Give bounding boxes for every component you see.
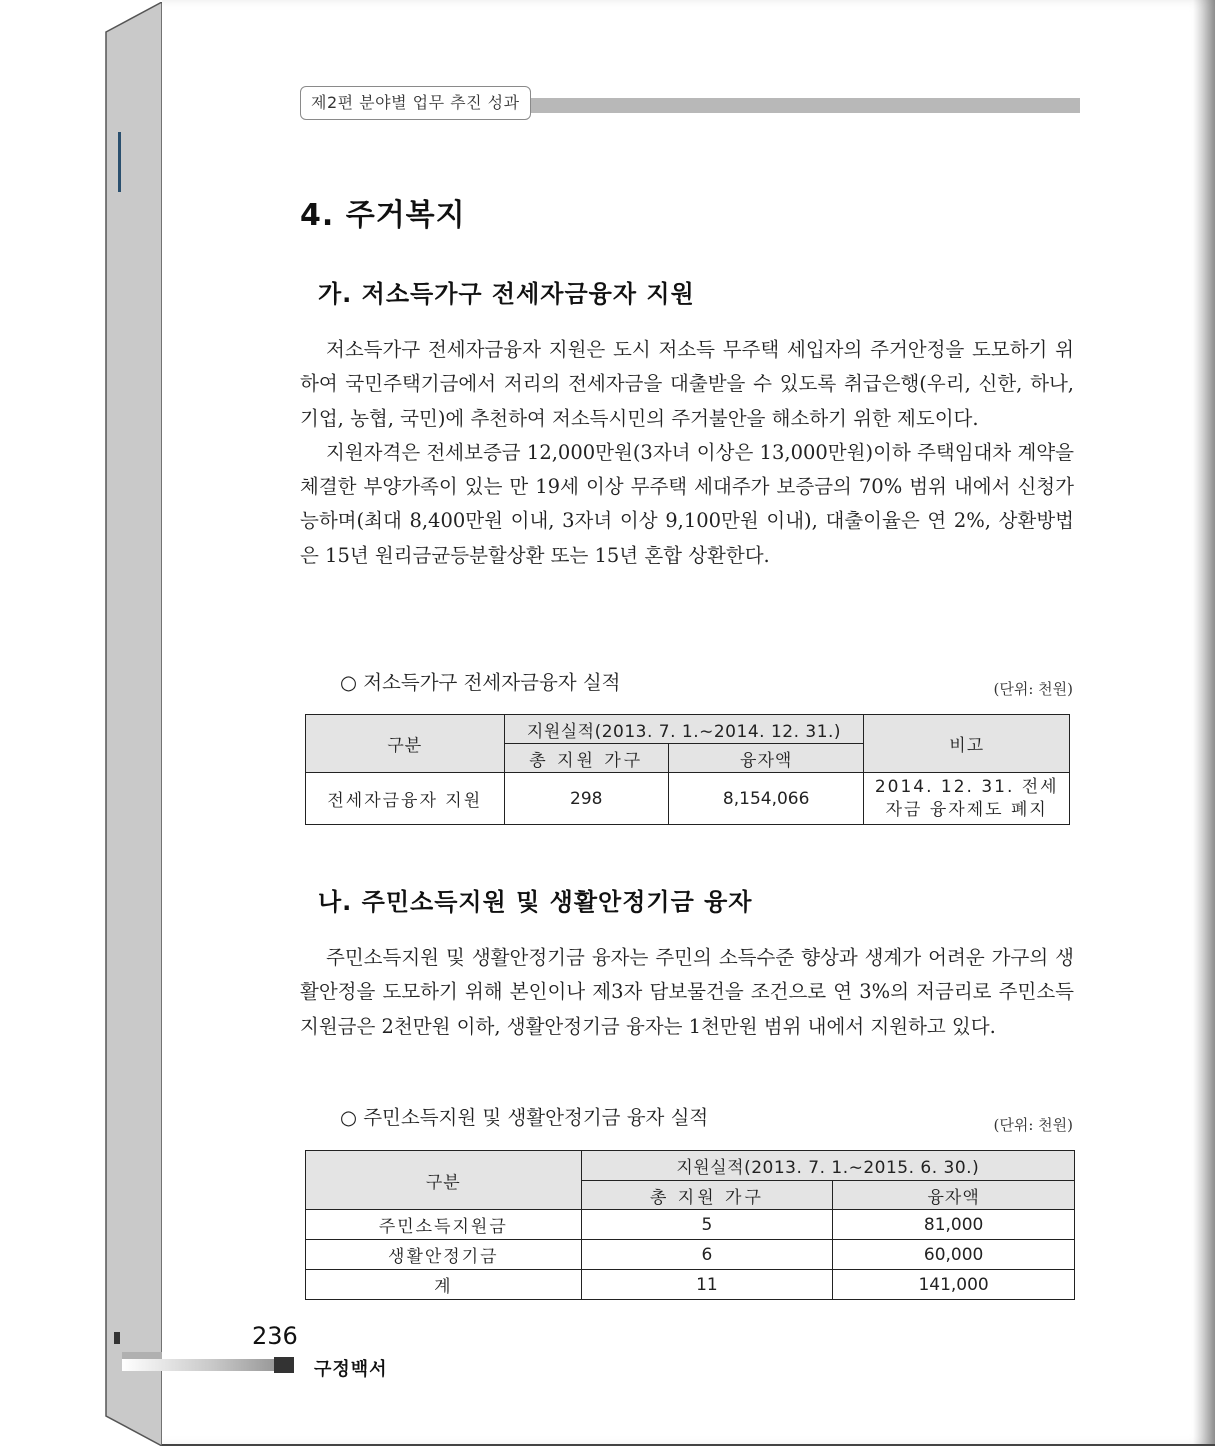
cell-category: 전세자금융자 지원 bbox=[306, 773, 505, 825]
loan-results-table-b bbox=[305, 1150, 1075, 1300]
table-a-caption: ○ 저소득가구 전세자금융자 실적 bbox=[340, 671, 621, 694]
book-title: 구정백서 bbox=[314, 1359, 388, 1380]
cell-category: 계 bbox=[306, 1270, 582, 1300]
table-row bbox=[306, 1210, 1075, 1240]
paragraph: 저소득가구 전세자금융자 지원은 도시 저소득 무주택 세입자의 주거안정을 도모하기 위하여 국민주택기금에서 저리의 전세자금을 대출받을 수 있도록 취급은행(우리, 신한, 하나, 기업, 농협, 국민)에 추천하여 저소득시민의 주거불안을 해소하기 위한 제도이다. bbox=[300, 338, 1074, 430]
table-row bbox=[306, 773, 1070, 825]
header-households: 총 지원 가구 bbox=[581, 1181, 833, 1210]
table-b-unit: (단위: 천원) bbox=[993, 1116, 1073, 1134]
page-edge-shadow bbox=[1193, 0, 1215, 1446]
header-group: 지원실적(2013. 7. 1.∼2014. 12. 31.) bbox=[504, 715, 864, 744]
page-number: 236 bbox=[252, 1322, 298, 1350]
loan-results-table-a bbox=[305, 714, 1070, 825]
running-header bbox=[300, 86, 1080, 126]
header-amount: 융자액 bbox=[833, 1181, 1075, 1210]
cell-amount: 8,154,066 bbox=[668, 773, 864, 825]
cell-households: 298 bbox=[504, 773, 668, 825]
cell-amount: 60,000 bbox=[833, 1240, 1075, 1270]
section-tab: 제2편 분야별 업무 추진 성과 bbox=[300, 86, 531, 120]
table-row bbox=[306, 1270, 1075, 1300]
header-remark: 비고 bbox=[864, 715, 1070, 773]
header-category: 구분 bbox=[306, 715, 505, 773]
paragraph: 주민소득지원 및 생활안정기금 융자는 주민의 소득수준 향상과 생계가 어려운 가구의 생활안정을 도모하기 위해 본인이나 제3자 담보물건을 조건으로 연 3%의 저금리로 주민소득지원금은 2천만원 이하, 생활안정기금 융자는 1천만원 범위 내에서 지원하고 있다. bbox=[300, 946, 1074, 1038]
section-b-body bbox=[300, 941, 1074, 1044]
table-a-unit: (단위: 천원) bbox=[993, 680, 1073, 698]
cell-category: 주민소득지원금 bbox=[306, 1210, 582, 1240]
cell-amount: 81,000 bbox=[833, 1210, 1075, 1240]
cell-amount: 141,000 bbox=[833, 1270, 1075, 1300]
footer-bar bbox=[122, 1357, 294, 1373]
header-group: 지원실적(2013. 7. 1.∼2015. 6. 30.) bbox=[581, 1151, 1074, 1181]
footer-block bbox=[274, 1357, 294, 1373]
cell-category: 생활안정기금 bbox=[306, 1240, 582, 1270]
cell-remark: 2014. 12. 31. 전세자금 융자제도 폐지 bbox=[864, 773, 1070, 825]
header-households: 총 지원 가구 bbox=[504, 744, 668, 773]
header-category: 구분 bbox=[306, 1151, 582, 1210]
paragraph: 지원자격은 전세보증금 12,000만원(3자녀 이상은 13,000만원)이하 주택임대차 계약을 체결한 부양가족이 있는 만 19세 이상 무주택 세대주가 보증금의 70% 범위 내에서 신청가능하며(최대 8,400만원 이내, 3자녀 이상 9,100만원 이내), 대출이율은 연 2%, 상환방법은 15년 원리금균등분할상환 또는 15년 혼합 상환한다. bbox=[300, 440, 1074, 567]
chapter-title: 4. 주거복지 bbox=[300, 198, 466, 233]
section-a-body bbox=[300, 333, 1074, 573]
section-b-title: 나. 주민소득지원 및 생활안정기금 융자 bbox=[318, 888, 753, 916]
footer-gradient bbox=[122, 1359, 274, 1371]
table-b-caption: ○ 주민소득지원 및 생활안정기금 융자 실적 bbox=[340, 1106, 709, 1129]
book-spine bbox=[104, 2, 164, 1446]
cell-households: 11 bbox=[581, 1270, 833, 1300]
cell-households: 5 bbox=[581, 1210, 833, 1240]
table-row bbox=[306, 1240, 1075, 1270]
section-a-title: 가. 저소득가구 전세자금융자 지원 bbox=[318, 280, 695, 308]
header-amount: 융자액 bbox=[668, 744, 864, 773]
cell-households: 6 bbox=[581, 1240, 833, 1270]
